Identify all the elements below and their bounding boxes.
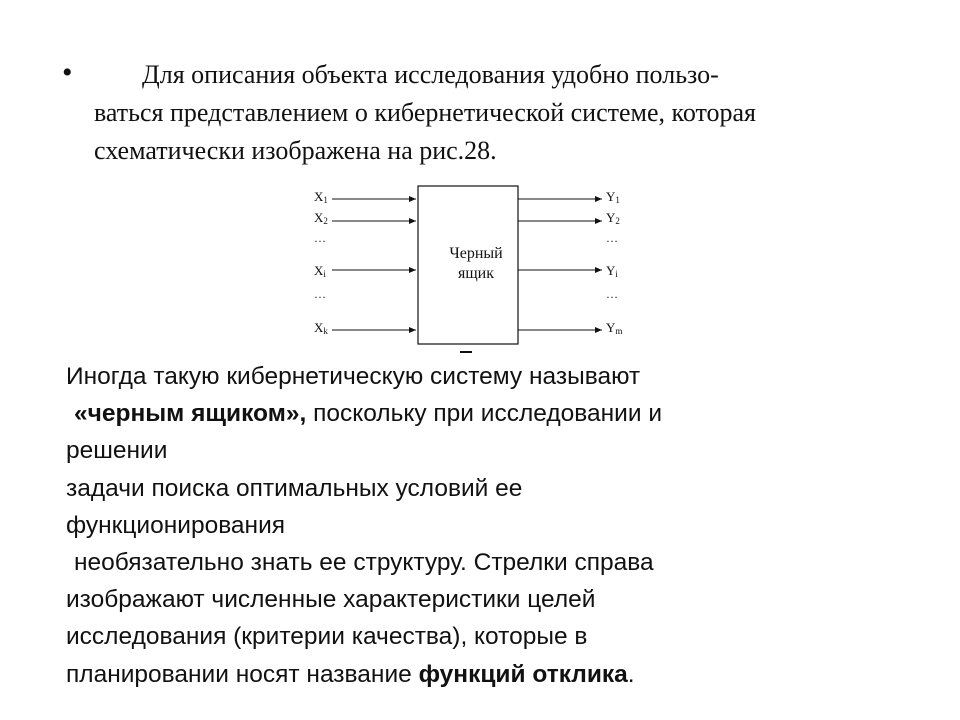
input-label-1: $X_1$ (314, 189, 328, 205)
bullet-marker: • (62, 56, 73, 89)
body-line-2-rest: поскольку при исследовании и (306, 400, 663, 428)
body-line-3: решении (66, 437, 168, 465)
input-ellipsis-1: … (314, 231, 326, 245)
intro-line-1: Для описания объекта исследования удобно пользо- (142, 60, 719, 89)
input-label-i: $X_i$ (314, 263, 326, 279)
output-label-i: $Y_i$ (606, 263, 618, 279)
intro-line-2: ваться представлением о кибернетической системе, которая (94, 98, 756, 127)
black-box-diagram (300, 184, 660, 359)
output-label-1: $Y_1$ (606, 189, 620, 205)
body-line-9 (66, 656, 926, 693)
input-ellipsis-2: … (314, 287, 326, 301)
box-label-line-2: ящик (457, 265, 494, 282)
input-label-k: $X_k$ (314, 320, 328, 336)
body-line-9-pre: планировании носят название (66, 660, 419, 688)
input-label-2: $X_2$ (314, 210, 328, 226)
body-line-1: Иногда такую кибернетическую систему называют (66, 363, 641, 390)
output-ellipsis-2: … (606, 287, 618, 301)
body-line-4: задачи поиска оптимальных условий ее (66, 474, 523, 502)
body-line-5: функционирования (66, 511, 286, 539)
box-label-line-1: Черный (449, 245, 503, 262)
body-line-7: изображают численные характеристики целей (66, 586, 596, 614)
intro-paragraph (94, 56, 924, 170)
body-line-2 (66, 395, 926, 432)
output-label-m: $Y_m$ (606, 320, 623, 336)
output-label-2: $Y_2$ (606, 210, 620, 226)
body-line-9-post: . (627, 660, 635, 688)
term-black-box: «черным ящиком», (74, 400, 307, 428)
output-ellipsis-1: … (606, 231, 618, 245)
term-response-functions: функций отклика (418, 660, 628, 688)
body-line-6: необязательно знать ее структуру. Стрелки справа (74, 549, 654, 577)
body-line-8: исследования (критерии качества), которые в (66, 623, 588, 651)
body-paragraph (66, 358, 926, 693)
intro-line-3: схематически изображена на рис.28. (94, 136, 497, 165)
black-box-label (426, 244, 526, 284)
